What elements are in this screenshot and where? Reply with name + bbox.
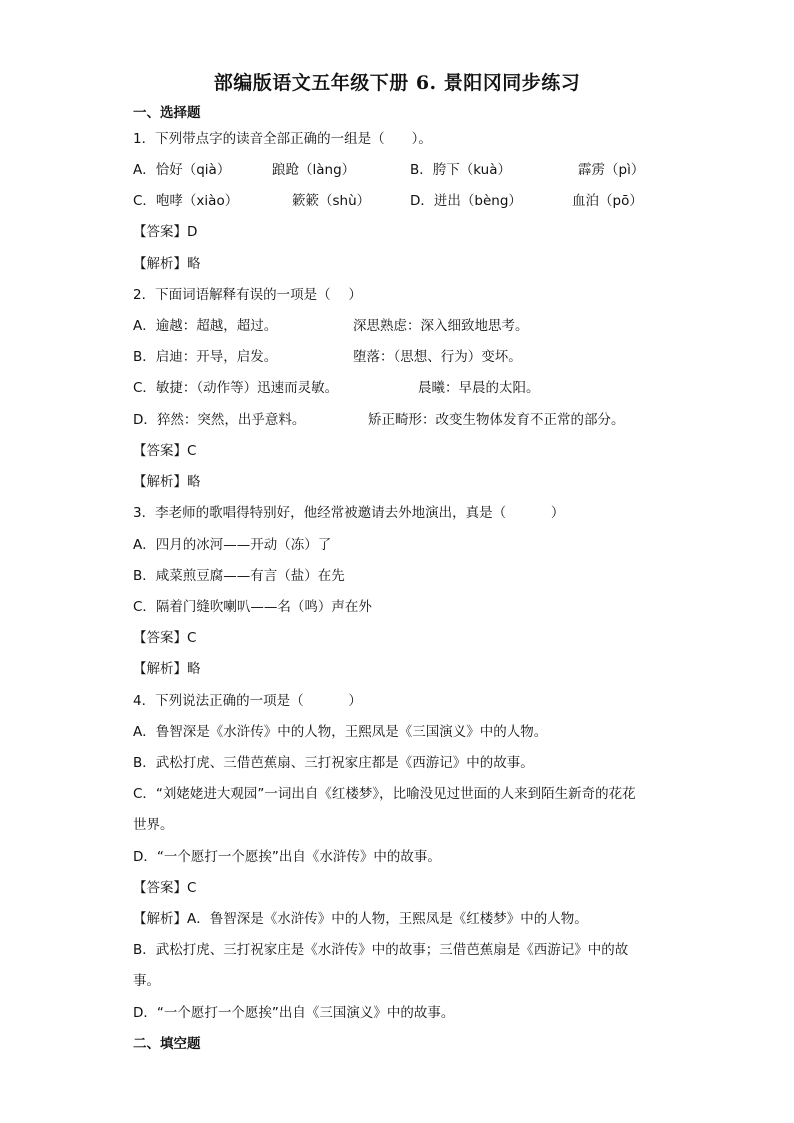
q4-analysis-line-2: B．武松打虎、三打祝家庄是《水浒传》中的故事；三借芭蕉扇是《西游记》中的故: [133, 942, 629, 958]
q2-option-c-term2: 晨曦：早晨的太阳。: [418, 380, 540, 396]
q2-option-d: D．猝然：突然，出乎意料。: [133, 412, 306, 428]
page-title: 部编版语文五年级下册 6. 景阳冈同步练习: [213, 72, 581, 94]
q4-option-a: A．鲁智深是《水浒传》中的人物，王熙凤是《三国演义》中的人物。: [133, 724, 548, 740]
q4-option-d: D．“一个愿打一个愿挨”出自《水浒传》中的故事。: [133, 849, 441, 865]
q1-option-d: D．迸出（bèng）: [410, 193, 522, 209]
q2-option-a-term2: 深思熟虑：深入细致地思考。: [353, 318, 529, 334]
q2-option-b-term2: 堕落：（思想、行为）变坏。: [353, 349, 522, 365]
q2-analysis: 【解析】略: [133, 474, 201, 490]
question-3-stem: 3．李老师的歌唱得特别好，他经常被邀请去外地演出，真是（ ）: [133, 505, 565, 521]
q3-answer: 【答案】C: [133, 630, 197, 646]
q2-option-d-term2: 矫正畸形：改变生物体发育不正常的部分。: [368, 412, 625, 428]
q4-option-b: B．武松打虎、三借芭蕉扇、三打祝家庄都是《西游记》中的故事。: [133, 755, 534, 771]
q4-analysis-line-3: 事。: [133, 973, 160, 989]
q2-option-a: A．逾越：超越，超过。: [133, 318, 278, 334]
question-1-stem: 1．下列带点字的读音全部正确的一组是（ ）。: [133, 131, 432, 147]
q1-option-b: B．胯下（kuà）: [410, 162, 511, 178]
q1-option-c-word2: 簌簌（shù）: [292, 193, 371, 209]
section-heading-fill-in: 二、填空题: [133, 1036, 201, 1052]
question-2-stem: 2．下面词语解释有误的一项是（ ）: [133, 287, 362, 303]
question-4-stem: 4．下列说法正确的一项是（ ）: [133, 693, 362, 709]
q2-option-c: C．敏捷：（动作等）迅速而灵敏。: [133, 380, 339, 396]
q1-option-a: A．恰好（qià）: [133, 162, 231, 178]
q1-answer: 【答案】D: [133, 224, 198, 240]
section-heading-choice: 一、选择题: [133, 105, 201, 121]
q3-analysis: 【解析】略: [133, 661, 201, 677]
q1-analysis: 【解析】略: [133, 256, 201, 272]
q3-option-a: A．四月的冰河——开动（冻）了: [133, 537, 332, 553]
q2-option-b: B．启迪：开导，启发。: [133, 349, 278, 365]
q4-analysis-line-1: 【解析】A．鲁智深是《水浒传》中的人物，王熙凤是《红楼梦》中的人物。: [133, 911, 588, 927]
q3-option-c: C．隔着门缝吹喇叭——名（鸣）声在外: [133, 599, 372, 615]
q1-option-c: C．咆哮（xiào）: [133, 193, 239, 209]
q1-option-a-word2: 踉跄（làng）: [272, 162, 356, 178]
q4-analysis-line-4: D．“一个愿打一个愿挨”出自《三国演义》中的故事。: [133, 1005, 455, 1021]
q2-answer: 【答案】C: [133, 443, 197, 459]
q3-option-b: B．咸菜煎豆腐——有言（盐）在先: [133, 568, 345, 584]
q1-option-d-word2: 血泊（pō）: [572, 193, 643, 209]
q1-option-b-word2: 霹雳（pì）: [578, 162, 645, 178]
q4-option-c-continued: 世界。: [133, 817, 174, 833]
q4-answer: 【答案】C: [133, 880, 197, 896]
q4-option-c: C．“刘姥姥进大观园”一词出自《红楼梦》，比喻没见过世面的人来到陌生新奇的花花: [133, 786, 636, 802]
